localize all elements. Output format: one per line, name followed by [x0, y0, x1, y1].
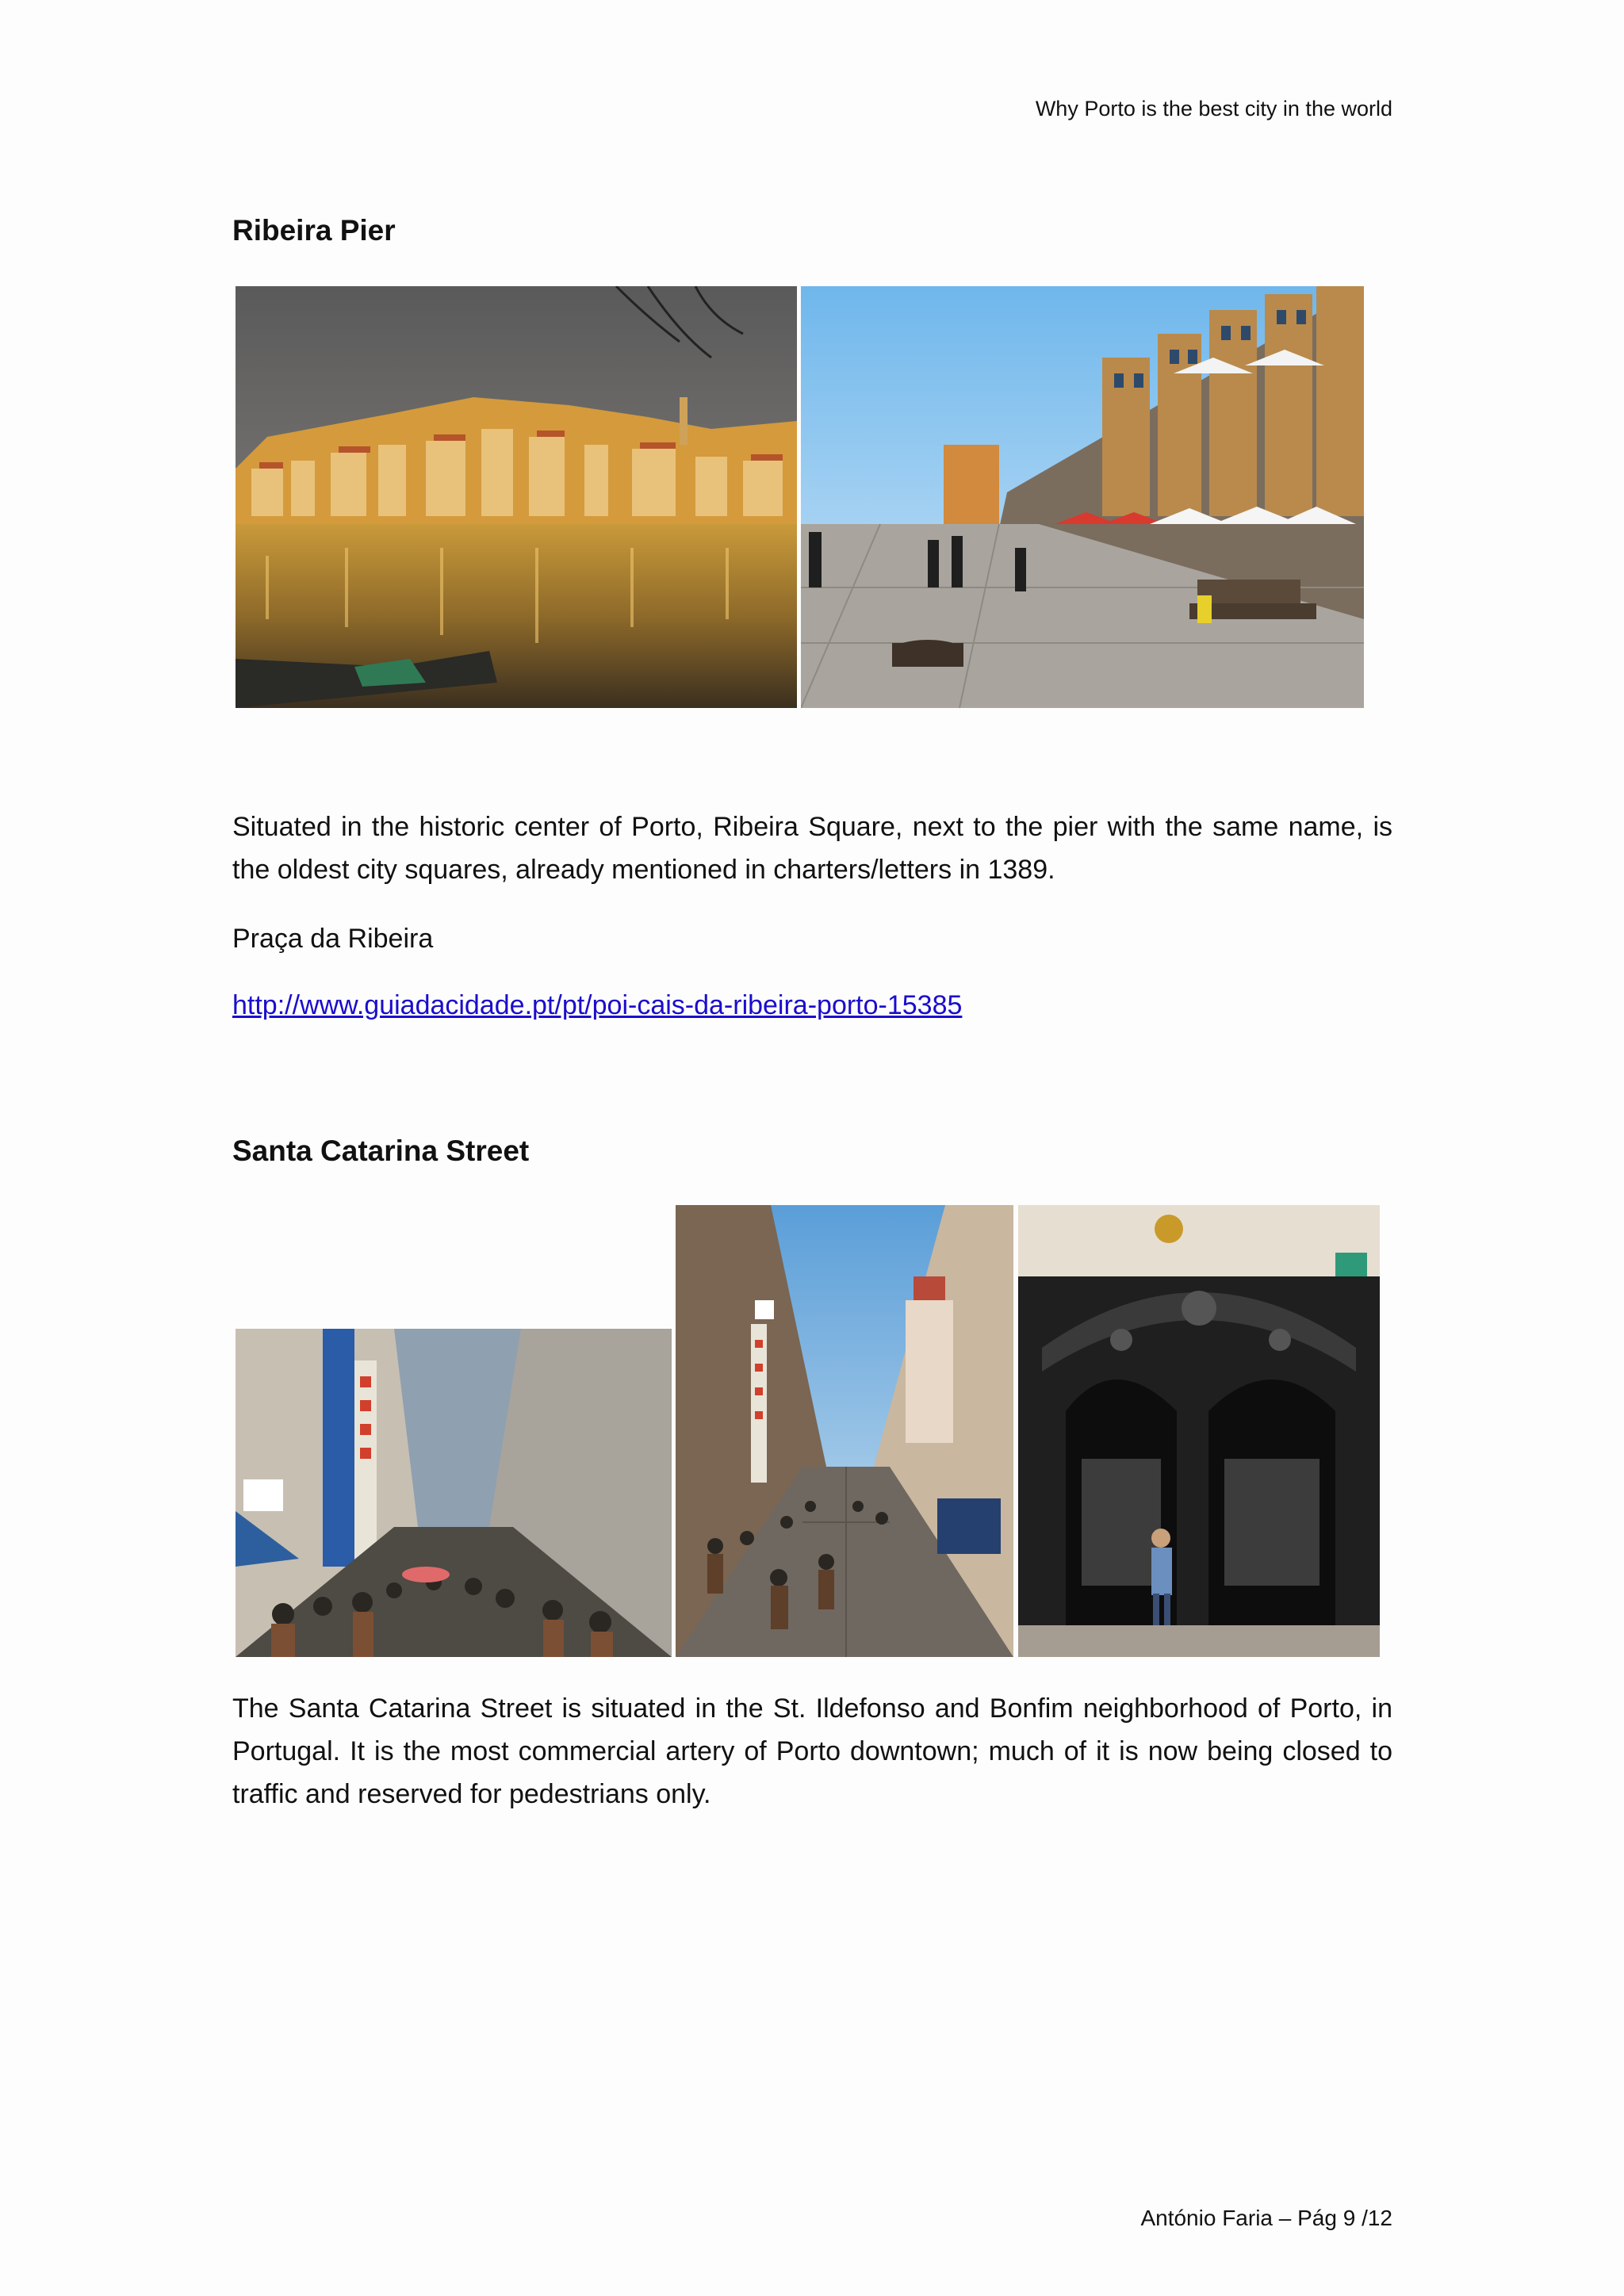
photo-santa-catarina-street [676, 1205, 1013, 1657]
section-paragraph-ribeira: Situated in the historic center of Porto, Ribeira Square, next to the pier with the same name, is the oldest city squares, already mentioned in charters/letters in 1389. [232, 812, 1392, 885]
photo-ribeira-riverfront [236, 286, 797, 708]
photo-santa-catarina-crowd [236, 1329, 672, 1657]
photo-ribeira-promenade [801, 286, 1364, 708]
section-paragraph-santa-catarina: The Santa Catarina Street is situated in the St. Ildefonso and Bonfim neighborhood of Porto, in Portugal. It is the most commercial artery of Porto downtown; much of it is now being closed to traffic and reserved for pedestrians only. [232, 1693, 1392, 1809]
section-heading-ribeira: Ribeira Pier [232, 214, 396, 247]
source-link-ribeira[interactable]: http://www.guiadacidade.pt/pt/poi-cais-da-ribeira-porto-15385 [232, 990, 963, 1020]
page-header: Why Porto is the best city in the world [1035, 97, 1392, 121]
photo-ornate-storefront [1018, 1205, 1380, 1657]
photo-caption-praca-ribeira: Praça da Ribeira [232, 924, 434, 954]
page-footer: António Faria – Pág 9 /12 [1140, 2206, 1392, 2230]
section-heading-santa-catarina: Santa Catarina Street [232, 1135, 530, 1167]
